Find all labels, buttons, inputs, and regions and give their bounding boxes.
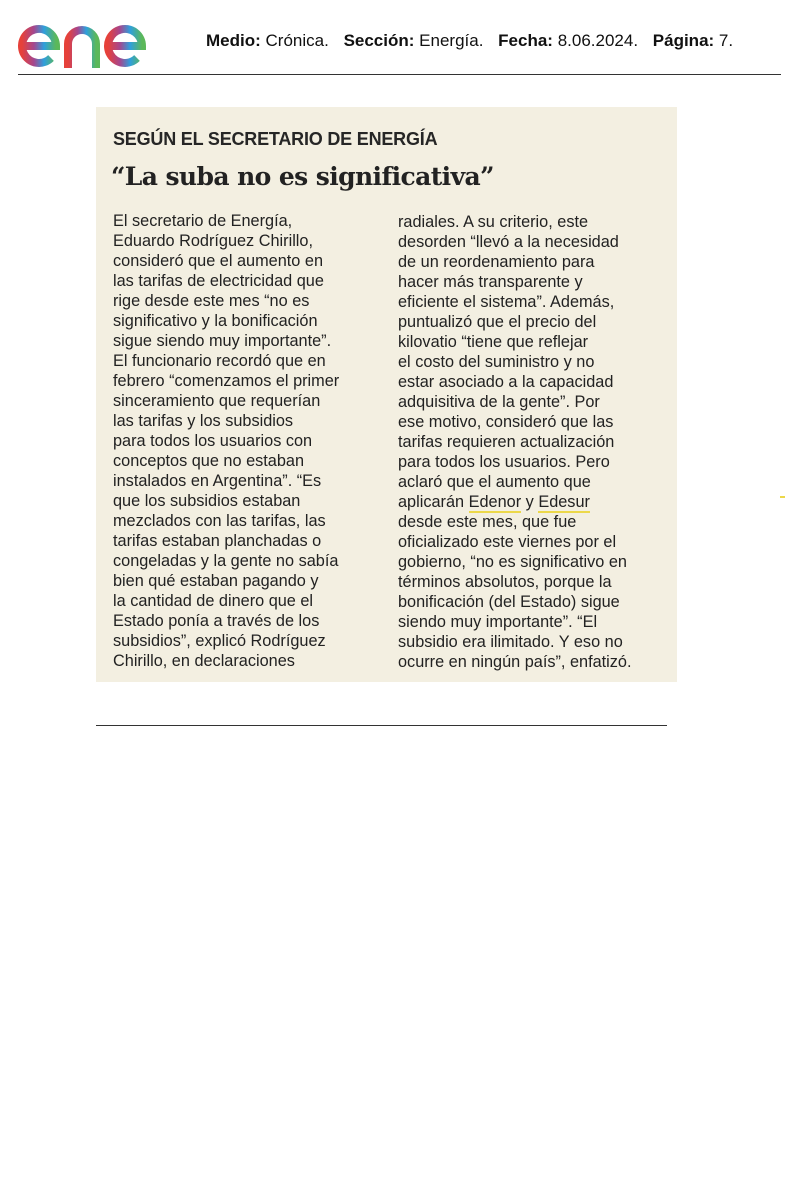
text-line: para todos los usuarios con bbox=[113, 432, 313, 450]
text-line: adquisitiva de la gente”. Por bbox=[398, 393, 600, 411]
edenor-mention: Edenor bbox=[468, 493, 522, 511]
line-middle: y bbox=[521, 493, 539, 511]
text-line: febrero “comenzamos el primer bbox=[113, 372, 340, 390]
seccion-label: Sección: bbox=[343, 31, 415, 50]
text-line: eficiente el sistema”. Además, bbox=[398, 293, 615, 311]
text-line: para todos los usuarios. Pero bbox=[398, 453, 610, 471]
fecha-label: Fecha: bbox=[498, 31, 553, 50]
column-right-lower bbox=[398, 512, 673, 672]
text-line: tarifas estaban planchadas o bbox=[113, 532, 322, 550]
header-divider bbox=[18, 74, 781, 75]
text-line: consideró que el aumento en bbox=[113, 252, 323, 270]
pagina-label: Página: bbox=[652, 31, 715, 50]
text-line: kilovatio “tiene que reflejar bbox=[398, 333, 589, 351]
source-metadata bbox=[206, 31, 743, 51]
press-clipping bbox=[96, 107, 677, 682]
text-line: siendo muy importante”. “El bbox=[398, 613, 598, 631]
text-line: significativo y la bonificación bbox=[113, 312, 318, 330]
text-line: aclaró que el aumento que bbox=[398, 473, 591, 491]
text-line: radiales. A su criterio, este bbox=[398, 213, 589, 231]
highlight-mark bbox=[780, 496, 785, 498]
text-line: bien qué estaban pagando y bbox=[113, 572, 319, 590]
clipping-bottom-divider bbox=[96, 725, 667, 726]
text-line: El funcionario recordó que en bbox=[113, 352, 326, 370]
text-line: sinceramiento que requerían bbox=[113, 392, 321, 410]
text-line: que los subsidios estaban bbox=[113, 492, 301, 510]
medio-value: Crónica. bbox=[265, 31, 329, 50]
article-column-left bbox=[113, 211, 383, 671]
text-line: ocurre en ningún país”, enfatizó. bbox=[398, 653, 632, 671]
text-line: hacer más transparente y bbox=[398, 273, 583, 291]
text-line: las tarifas de electricidad que bbox=[113, 272, 324, 290]
text-line: el costo del suministro y no bbox=[398, 353, 595, 371]
text-line: conceptos que no estaban bbox=[113, 452, 305, 470]
enel-logo-icon bbox=[16, 8, 180, 70]
text-line: términos absolutos, porque la bbox=[398, 573, 612, 591]
medio-label: Medio: bbox=[206, 31, 261, 50]
edesur-mention: Edesur bbox=[538, 493, 590, 511]
text-line: puntualizó que el precio del bbox=[398, 313, 597, 331]
text-line: Estado ponía a través de los bbox=[113, 612, 320, 630]
text-line: oficializado este viernes por el bbox=[398, 533, 617, 551]
text-line: El secretario de Energía, bbox=[113, 212, 293, 230]
text-line: la cantidad de dinero que el bbox=[113, 592, 314, 610]
text-line: ese motivo, consideró que las bbox=[398, 413, 614, 431]
text-line: estar asociado a la capacidad bbox=[398, 373, 614, 391]
text-line: bonificación (del Estado) sigue bbox=[398, 593, 620, 611]
text-line: congeladas y la gente no sabía bbox=[113, 552, 339, 570]
text-line: gobierno, “no es significativo en bbox=[398, 553, 627, 571]
text-line: subsidios”, explicó Rodríguez bbox=[113, 632, 326, 650]
text-line: tarifas requieren actualización bbox=[398, 433, 615, 451]
text-line: rige desde este mes “no es bbox=[113, 292, 310, 310]
article-kicker: SEGÚN EL SECRETARIO DE ENERGÍA bbox=[113, 129, 438, 149]
text-line: de un reordenamiento para bbox=[398, 253, 595, 271]
pagina-value: 7. bbox=[718, 31, 734, 50]
text-line: sigue siendo muy importante”. bbox=[113, 332, 332, 350]
text-line-edenor-edesur bbox=[398, 492, 673, 512]
text-line: desorden “llevó a la necesidad bbox=[398, 233, 619, 251]
text-line: Eduardo Rodríguez Chirillo, bbox=[113, 232, 314, 250]
article-headline: “La suba no es significativa” bbox=[111, 162, 494, 191]
column-right-upper bbox=[398, 212, 673, 492]
article-column-right bbox=[398, 212, 673, 672]
line-prefix: aplicarán bbox=[398, 493, 469, 511]
fecha-value: 8.06.2024. bbox=[557, 31, 639, 50]
text-line: mezclados con las tarifas, las bbox=[113, 512, 326, 530]
text-line: Chirillo, en declaraciones bbox=[113, 652, 295, 670]
seccion-value: Energía. bbox=[419, 31, 484, 50]
text-line: instalados en Argentina”. “Es bbox=[113, 472, 322, 490]
text-line: las tarifas y los subsidios bbox=[113, 412, 294, 430]
text-line: desde este mes, que fue bbox=[398, 513, 577, 531]
text-line: subsidio era ilimitado. Y eso no bbox=[398, 633, 623, 651]
